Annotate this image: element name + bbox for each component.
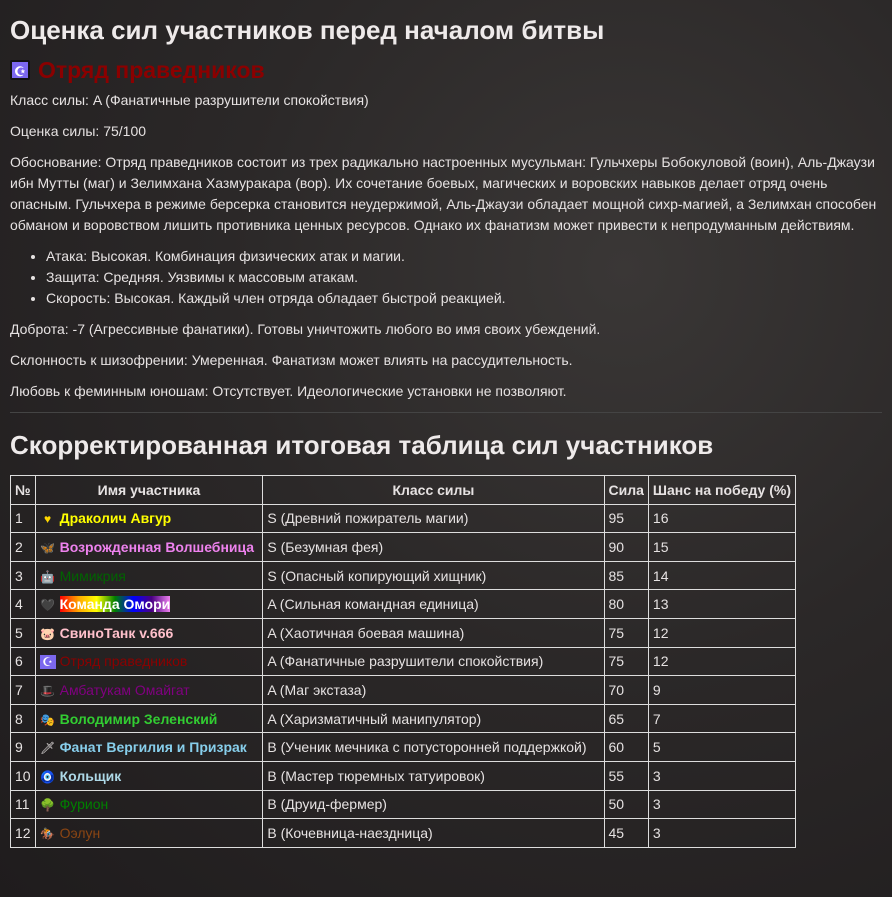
participant-name: Амбатукам Омайгат [59, 681, 190, 698]
row-power: 85 [604, 561, 648, 590]
kindness-line: Доброта: -7 (Агрессивные фанатики). Готовы уничтожить любого во имя своих убеждений. [10, 321, 601, 337]
row-power: 90 [604, 533, 648, 562]
participant-icon: 🖤 [40, 598, 56, 613]
row-number: 10 [11, 761, 36, 790]
participant-name: Володимир Зеленский [59, 710, 218, 727]
participant-name: Фанат Вергилия и Призрак [59, 739, 247, 756]
row-power: 70 [604, 676, 648, 705]
row-chance: 14 [648, 561, 795, 590]
participant-icon: 🌳 [40, 798, 56, 813]
row-power: 60 [604, 733, 648, 762]
row-class: A (Сильная командная единица) [263, 590, 604, 619]
row-chance: 16 [648, 504, 795, 533]
row-class: A (Харизматичный манипулятор) [263, 704, 604, 733]
row-power: 95 [604, 504, 648, 533]
participant-icon: 🧿 [40, 769, 56, 784]
row-number: 3 [11, 561, 36, 590]
participant-name: Отряд праведников [59, 653, 188, 670]
row-power: 45 [604, 819, 648, 848]
participant-name: Драколич Авгур [59, 510, 172, 527]
row-number: 9 [11, 733, 36, 762]
header-power: Сила [604, 476, 648, 505]
row-number: 1 [11, 504, 36, 533]
row-number: 6 [11, 647, 36, 676]
participant-name: Мимикрия [59, 567, 126, 584]
row-chance: 15 [648, 533, 795, 562]
participant-name: Кольщик [59, 767, 122, 784]
table-row [11, 704, 796, 733]
participant-name: Фурион [59, 796, 109, 813]
table-row [11, 733, 796, 762]
stats-list [10, 246, 882, 309]
row-class: B (Друид-фермер) [263, 790, 604, 819]
row-class: B (Мастер тюремных татуировок) [263, 761, 604, 790]
participant-icon: 🎩 [40, 683, 56, 698]
table-row [11, 590, 796, 619]
row-name-cell [35, 790, 263, 819]
row-name-cell [35, 676, 263, 705]
row-name-cell [35, 761, 263, 790]
participant-icon: 🤖 [40, 569, 56, 584]
row-class: B (Ученик мечника с потусторонней поддержкой) [263, 733, 604, 762]
table-row [11, 819, 796, 848]
row-chance: 13 [648, 590, 795, 619]
row-name-cell [35, 733, 263, 762]
row-class: A (Хаотичная боевая машина) [263, 618, 604, 647]
header-class: Класс силы [263, 476, 604, 505]
divider [10, 412, 882, 413]
love-line: Любовь к феминным юношам: Отсутствует. Идеологические установки не позволяют. [10, 383, 567, 399]
participant-icon: ♥ [44, 512, 52, 527]
participant-icon: 🗡 [39, 741, 56, 756]
table-row [11, 618, 796, 647]
row-name-cell [35, 618, 263, 647]
row-chance: 9 [648, 676, 795, 705]
participant-icon: 🏇 [40, 826, 56, 841]
row-number: 11 [11, 790, 36, 819]
row-class: S (Безумная фея) [263, 533, 604, 562]
row-chance: 3 [648, 790, 795, 819]
table-row [11, 561, 796, 590]
row-name-cell [35, 647, 263, 676]
participant-icon: 🐷 [40, 626, 56, 641]
team-heading [10, 56, 882, 84]
stat-defense: • Защита: Средняя. Уязвимы к массовым атакам. [46, 267, 882, 288]
score-line: Оценка силы: 75/100 [10, 123, 147, 139]
participant-icon: 🎭 [40, 712, 56, 727]
table-header-row [11, 476, 796, 505]
schizo-line: Склонность к шизофрении: Умеренная. Фанатизм может влиять на рассудительность. [10, 352, 573, 368]
table-row [11, 790, 796, 819]
table-row [11, 676, 796, 705]
rationale: Обоснование: Отряд праведников состоит из трех радикально настроенных мусульман: Гульчхеры Бобокуловой (воин), Аль-Джаузи ибн Мутты (маг) и Зелимхана Хазмуракара (вор). Их сочетание боевых, магических и воровских навыков делает отряд очень опасным. Гульчхера в режиме берсерка становится неудержимой, Аль-Джаузи обладает мощной сихр-магией, а Зелимхан способен обманом и воровством лишить противника ценных ресурсов. Однако их фанатизм может привести к непродуманным действиям. [10, 154, 877, 233]
participant-name: СвиноТанк v.666 [59, 624, 174, 641]
table-row [11, 504, 796, 533]
row-class: S (Древний пожиратель магии) [263, 504, 604, 533]
row-name-cell [35, 533, 263, 562]
header-name: Имя участника [35, 476, 263, 505]
power-table [10, 475, 796, 848]
row-class: A (Маг экстаза) [263, 676, 604, 705]
row-number: 7 [11, 676, 36, 705]
row-name-cell [35, 819, 263, 848]
stat-attack: • Атака: Высокая. Комбинация физических атак и магии. [46, 246, 882, 267]
table-title: Скорректированная итоговая таблица сил участников [10, 430, 714, 460]
row-chance: 12 [648, 618, 795, 647]
row-number: 8 [11, 704, 36, 733]
participant-icon: 🦋 [40, 540, 56, 555]
participant-name: Оэлун [59, 824, 101, 841]
row-power: 65 [604, 704, 648, 733]
row-class: S (Опасный копирующий хищник) [263, 561, 604, 590]
row-chance: 5 [648, 733, 795, 762]
table-row [11, 647, 796, 676]
page-title: Оценка сил участников перед началом битвы [10, 15, 605, 45]
row-name-cell [35, 504, 263, 533]
row-chance: 7 [648, 704, 795, 733]
class-line: Класс силы: A (Фанатичные разрушители спокойствия) [10, 92, 369, 108]
row-power: 50 [604, 790, 648, 819]
participant-name: Команда Омори [59, 596, 171, 613]
row-power: 75 [604, 647, 648, 676]
header-chance: Шанс на победу (%) [648, 476, 795, 505]
row-number: 4 [11, 590, 36, 619]
row-class: B (Кочевница-наездница) [263, 819, 604, 848]
table-row [11, 761, 796, 790]
team-name: Отряд праведников [38, 57, 265, 83]
row-chance: 12 [648, 647, 795, 676]
row-chance: 3 [648, 761, 795, 790]
row-number: 12 [11, 819, 36, 848]
row-power: 55 [604, 761, 648, 790]
row-name-cell [35, 590, 263, 619]
participant-icon: ☪ [40, 655, 56, 669]
row-number: 5 [11, 618, 36, 647]
table-row [11, 533, 796, 562]
stat-speed: • Скорость: Высокая. Каждый член отряда обладает быстрой реакцией. [46, 288, 882, 309]
row-name-cell [35, 561, 263, 590]
row-class: A (Фанатичные разрушители спокойствия) [263, 647, 604, 676]
row-chance: 3 [648, 819, 795, 848]
row-name-cell [35, 704, 263, 733]
participant-name: Возрожденная Волшебница [59, 538, 255, 555]
crescent-star-icon: ☪ [10, 60, 30, 80]
header-number: № [11, 476, 36, 505]
row-number: 2 [11, 533, 36, 562]
row-power: 75 [604, 618, 648, 647]
row-power: 80 [604, 590, 648, 619]
